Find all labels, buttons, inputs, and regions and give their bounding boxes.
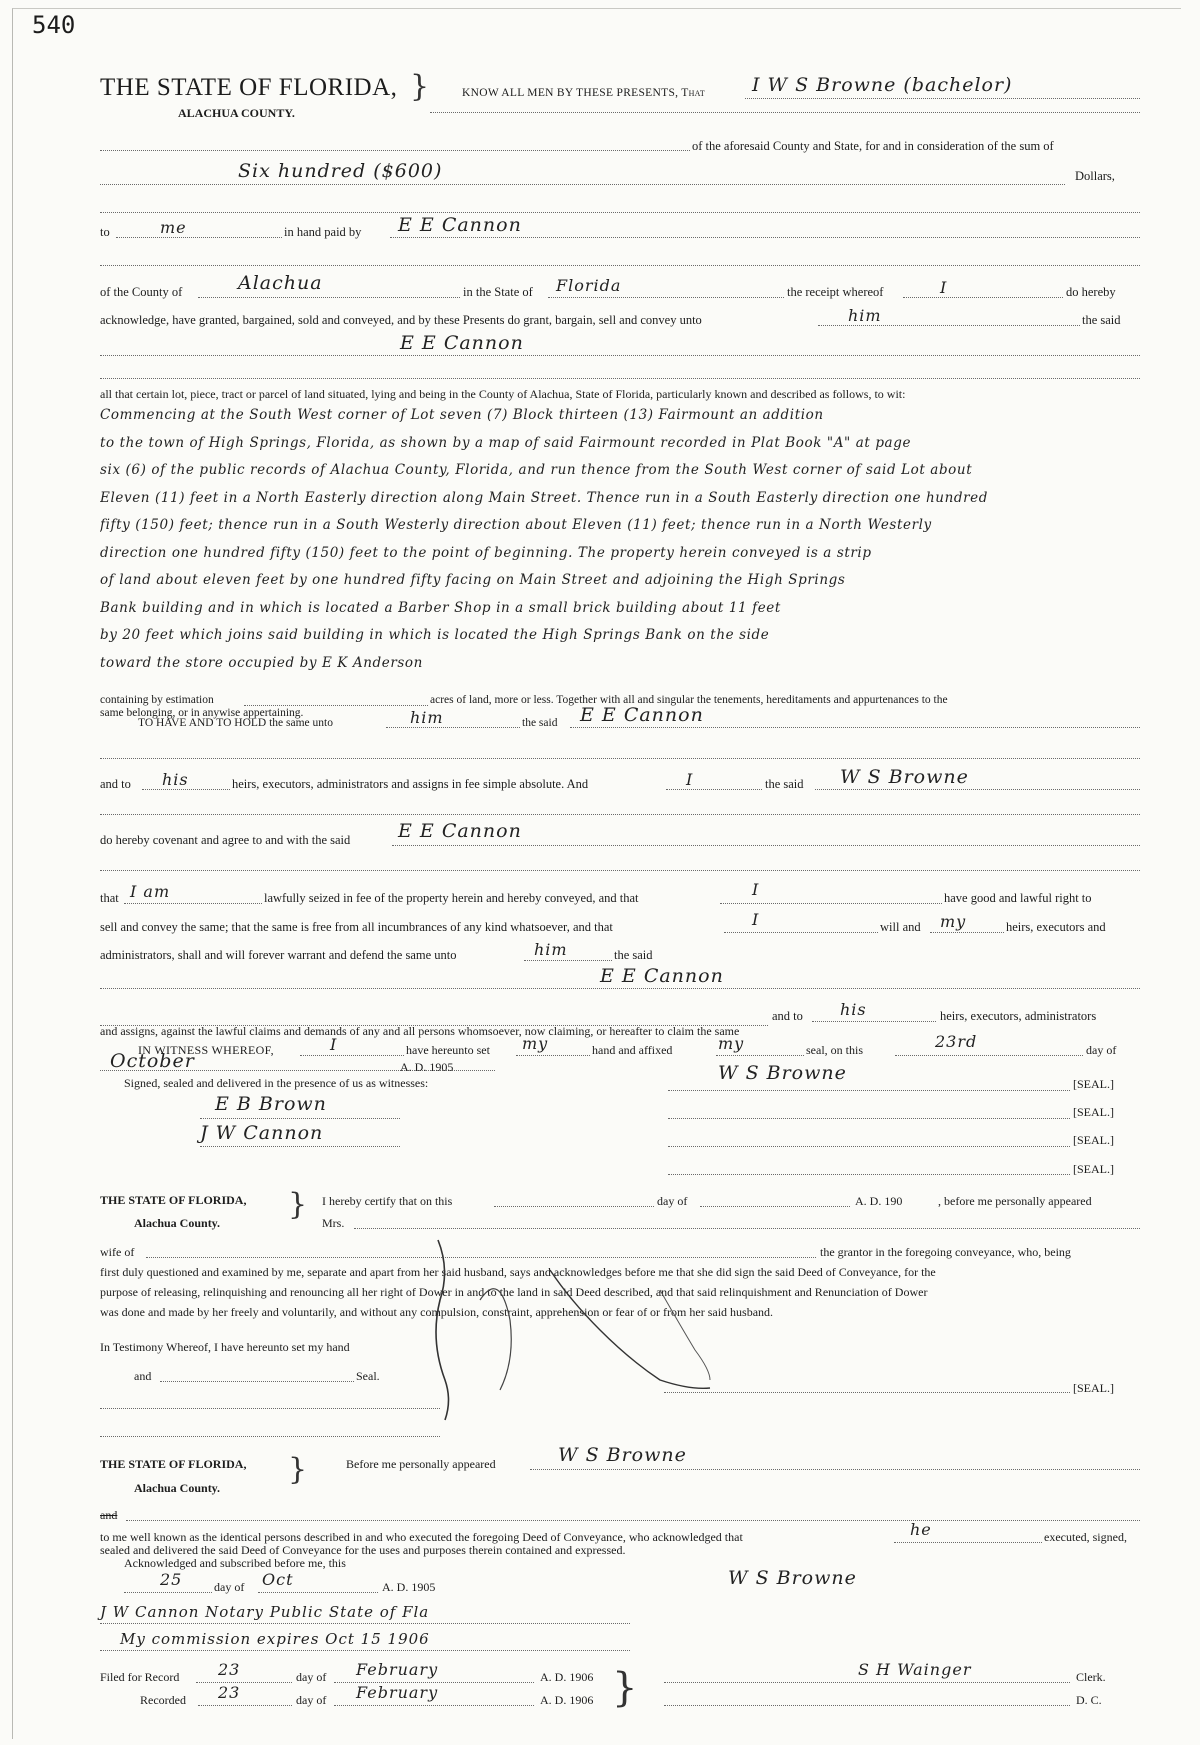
line: [895, 1055, 1083, 1056]
appeared-handwritten: W S Browne: [558, 1444, 687, 1466]
line: [100, 265, 1140, 266]
affixed-handwritten: my: [718, 1034, 745, 1053]
month-handwritten: October: [110, 1050, 195, 1072]
ack-month-handwritten: Oct: [262, 1570, 294, 1589]
line: [818, 325, 1080, 326]
line: [100, 184, 1065, 185]
description-line: Commencing at the South West corner of Lot seven (7) Block thirteen (13) Fairmount an addition: [100, 407, 824, 423]
know-all-text: KNOW ALL MEN BY THESE PRESENTS, That: [462, 87, 706, 99]
line: [716, 1055, 804, 1056]
line: [300, 1055, 404, 1056]
line: [198, 297, 460, 298]
lawfully-handwritten: I: [752, 880, 760, 899]
grantee-3-handwritten: E E Cannon: [398, 820, 522, 842]
line: [196, 1682, 292, 1683]
set-handwritten: my: [522, 1034, 549, 1053]
grantor-text: the grantor in the foregoing conveyance, who, being: [820, 1245, 1071, 1259]
sealed-text: sealed and delivered the said Deed of Conveyance for the uses and purposes therein contained and expressed.: [100, 1543, 626, 1557]
line: [116, 237, 282, 238]
hand-affixed-text: hand and affixed: [592, 1043, 673, 1057]
grantor-2-handwritten: W S Browne: [840, 766, 969, 788]
unto-handwritten: him: [848, 306, 882, 325]
in-witness-handwritten: I: [330, 1035, 338, 1054]
all-that-text: all that certain lot, piece, tract or parcel of land situated, lying and being in the County of Alachua, State of Florida, particularly known and described as follows, to wit:: [100, 387, 906, 401]
line: [100, 870, 1140, 871]
receipt-label: the receipt whereof: [787, 285, 884, 299]
day-handwritten: 23rd: [935, 1032, 978, 1051]
line: [334, 1705, 534, 1706]
recorded-day: 23: [218, 1683, 241, 1702]
well-known-text: to me well known as the identical persons described in and who executed the foregoing Deed of Conveyance, who acknowledged that: [100, 1530, 743, 1544]
county-label: of the County of: [100, 285, 183, 299]
seal-4: [SEAL.]: [1073, 1162, 1114, 1176]
state-heading: THE STATE OF FLORIDA,: [100, 74, 398, 101]
aforesaid-text: of the aforesaid County and State, for and in consideration of the sum of: [692, 139, 1054, 153]
line: [524, 960, 612, 961]
before-me-text: , before me personally appeared: [938, 1194, 1092, 1208]
subscribed-text: Acknowledged and subscribed before me, this: [124, 1556, 346, 1570]
recorded-label: Recorded: [140, 1693, 186, 1707]
line: [894, 1542, 1042, 1543]
and-handwritten: I: [686, 770, 694, 789]
have-good-text: have good and lawful right to: [944, 891, 1092, 905]
containing-text: containing by estimation: [100, 694, 214, 706]
line: [100, 814, 1140, 815]
line: [100, 1623, 630, 1624]
line: [530, 1469, 1140, 1470]
brace-3: }: [288, 1452, 308, 1487]
in-witness-text: IN WITNESS WHEREOF,: [138, 1043, 274, 1057]
line: [390, 237, 1140, 238]
dollars-text: Dollars,: [1075, 169, 1115, 183]
dower-p3: was done and made by her freely and voluntarily, and without any compulsion, constraint, apprehension or fear of or from her said husband.: [100, 1305, 774, 1319]
same-belonging-text: same belonging, or in anywise appertaining.: [100, 707, 304, 719]
witness-2-signature: J W Cannon: [200, 1122, 324, 1144]
sell-convey-text: sell and convey the same; that the same is free from all incumbrances of any kind whatsoever, and that: [100, 920, 613, 934]
receipt-handwritten: I: [940, 278, 948, 297]
line: [100, 1436, 440, 1437]
ack-county: Alachua County.: [134, 1481, 221, 1495]
to-handwritten: me: [160, 218, 187, 237]
line: [668, 1146, 1070, 1147]
dc-text: D. C.: [1076, 1693, 1102, 1707]
heirs-exec-2-text: heirs, executors, administrators: [940, 1009, 1097, 1023]
state-label: in the State of: [463, 285, 533, 299]
recorded-day-of: day of: [296, 1693, 327, 1707]
filed-ad: A. D. 1906: [540, 1670, 594, 1684]
line: [815, 789, 1140, 790]
line: [700, 1206, 850, 1207]
dower-p1: first duly questioned and examined by me, separate and apart from her said husband, says and acknowledges before me that she did sign the said Deed of Conveyance, for the: [100, 1265, 936, 1279]
notary-line-2: My commission expires Oct 15 1906: [120, 1630, 430, 1648]
seal-1: [SEAL.]: [1073, 1077, 1114, 1091]
certify-text: I hereby certify that on this: [322, 1194, 453, 1208]
dower-state: THE STATE OF FLORIDA,: [100, 1193, 247, 1207]
line: [100, 212, 1140, 213]
paid-handwritten: E E Cannon: [398, 214, 522, 236]
seal-on-text: seal, on this: [806, 1043, 863, 1057]
the-said-4: the said: [614, 948, 653, 962]
state-handwritten: Florida: [556, 276, 622, 295]
dower-scrawl: [240, 1230, 760, 1430]
line: [664, 1705, 1070, 1706]
line: [570, 727, 1140, 728]
signed-sealed-text: Signed, sealed and delivered in the presence of us as witnesses:: [124, 1076, 429, 1090]
line: [516, 1055, 590, 1056]
that-label: that: [100, 891, 119, 905]
ack-and-text: and: [100, 1508, 118, 1522]
and-to-2-text: and to: [772, 1009, 803, 1023]
description-line: of land about eleven feet by one hundred fifty facing on Main Street and adjoining the High Springs: [100, 572, 846, 588]
dower-day-of: day of: [657, 1194, 688, 1208]
grantee-4-handwritten: E E Cannon: [600, 965, 724, 987]
line: [100, 988, 1140, 989]
the-said-3: the said: [765, 777, 804, 791]
clerk-text: Clerk.: [1076, 1670, 1106, 1684]
grantee-2-handwritten: E E Cannon: [580, 704, 704, 726]
ack-ad: A. D. 1905: [382, 1580, 436, 1594]
line: [126, 1520, 1140, 1521]
notary-line-1: J W Cannon Notary Public State of Fla: [100, 1603, 430, 1621]
brace-1: }: [410, 69, 430, 104]
line: [664, 1682, 1070, 1683]
covenant-text: do hereby covenant and agree to and with the said: [100, 833, 351, 847]
ad-text: A. D. 1905: [400, 1060, 454, 1074]
will-and-text: will and: [880, 920, 921, 934]
filed-label: Filed for Record: [100, 1670, 180, 1684]
admin-handwritten: him: [534, 940, 568, 959]
line: [100, 378, 1140, 379]
line: [724, 932, 878, 933]
page-number: 540: [32, 11, 76, 39]
description-line: Bank building and in which is located a Barber Shop in a small brick building about 11 feet: [100, 599, 781, 616]
description-line: Eleven (11) feet in a North Easterly direction along Main Street. Thence run in a South Easterly direction one hundred: [100, 489, 989, 506]
to-have-text: TO HAVE AND TO HOLD the same unto: [138, 717, 333, 729]
ack-signature: W S Browne: [728, 1567, 857, 1589]
description-line: fifty (150) feet; thence run in a South Westerly direction about Eleven (11) feet; thence run in a North Westerly: [100, 517, 932, 533]
line: [386, 727, 520, 728]
line: [198, 1705, 292, 1706]
line: [666, 789, 762, 790]
legal-description: [100, 402, 1135, 677]
and-to-2-handwritten: his: [840, 1000, 867, 1019]
brace-2: }: [288, 1187, 308, 1222]
line: [668, 1174, 1070, 1175]
wife-of-text: wife of: [100, 1245, 135, 1259]
the-said-text: the said: [1082, 313, 1121, 327]
dower-seal: [SEAL.]: [1073, 1381, 1114, 1395]
filed-day-of: day of: [296, 1670, 327, 1684]
seal-3: [SEAL.]: [1073, 1133, 1114, 1147]
line: [668, 1090, 1070, 1091]
and-to-handwritten: his: [162, 770, 189, 789]
line: [430, 112, 1140, 113]
grantor-handwritten: I W S Browne (bachelor): [752, 74, 1013, 96]
line: [720, 903, 942, 904]
line: [258, 1592, 378, 1593]
mrs-text: Mrs.: [322, 1216, 345, 1230]
acknowledge-text: acknowledge, have granted, bargained, sold and conveyed, and by these Presents do grant, bargain, sell and convey unto: [100, 313, 702, 327]
filed-day: 23: [218, 1660, 241, 1679]
line: [392, 845, 1140, 846]
line: [668, 1118, 1070, 1119]
recorded-month: February: [356, 1683, 439, 1702]
that-handwritten: I am: [130, 882, 171, 901]
dower-p2: purpose of releasing, relinquishing and renouncing all her right of Dower in and to the land in said Deed described, and that said relinquishment and Renunciation of Dower: [100, 1285, 928, 1299]
will-handwritten: my: [940, 912, 967, 931]
lawfully-text: lawfully seized in fee of the property herein and hereby conveyed, and that: [264, 891, 639, 905]
heirs-exec-text: heirs, executors and: [1006, 920, 1106, 934]
line: [100, 150, 690, 151]
line: [494, 1206, 654, 1207]
line: [200, 1118, 400, 1119]
dower-and-text: and: [134, 1369, 152, 1383]
acres-text: acres of land, more or less. Together with all and singular the tenements, hereditaments and appurtenances to the: [430, 694, 948, 706]
line: [142, 789, 230, 790]
description-line: by 20 feet which joins said building in which is located the High Springs Bank on the side: [100, 627, 770, 643]
line: [903, 297, 1063, 298]
line: [124, 1592, 212, 1593]
page-border: [12, 8, 1181, 1739]
recorded-ad: A. D. 1906: [540, 1693, 594, 1707]
description-line: to the town of High Springs, Florida, as shown by a map of said Fairmount recorded in Plat Book "A" at page: [100, 434, 912, 451]
grantor-signature: W S Browne: [718, 1062, 847, 1084]
description-line: toward the store occupied by E K Anderson: [100, 654, 423, 671]
executed-text: executed, signed,: [1044, 1530, 1127, 1544]
sell-handwritten: I: [752, 910, 760, 929]
dower-seal-label: Seal.: [356, 1369, 380, 1383]
line: [548, 297, 784, 298]
description-line: direction one hundred fifty (150) feet to the point of beginning. The property herein conveyed is a strip: [100, 544, 872, 561]
line: [100, 1650, 630, 1651]
do-hereby-text: do hereby: [1066, 285, 1116, 299]
to-label: to: [100, 225, 110, 239]
line: [100, 355, 1140, 356]
line: [200, 1146, 400, 1147]
line: [812, 1021, 936, 1022]
county-handwritten: Alachua: [238, 272, 323, 294]
clerk-signature: S H Wainger: [858, 1660, 972, 1679]
grantee-handwritten: E E Cannon: [400, 332, 524, 354]
dower-ad: A. D. 190: [855, 1194, 903, 1208]
dower-county: Alachua County.: [134, 1216, 221, 1230]
brace-4: }: [612, 1665, 638, 1711]
and-to-text: and to: [100, 777, 131, 791]
day-of-text: day of: [1086, 1043, 1117, 1057]
paid-label: in hand paid by: [284, 225, 362, 239]
line: [100, 758, 1140, 759]
sum-handwritten: Six hundred ($600): [238, 160, 443, 182]
line: [930, 932, 1004, 933]
ack-day-handwritten: 25: [160, 1570, 183, 1589]
before-appeared-text: Before me personally appeared: [346, 1457, 496, 1471]
heirs-fee-text: heirs, executors, administrators and assigns in fee simple absolute. And: [232, 777, 589, 791]
ack-day-of: day of: [214, 1580, 245, 1594]
testimony-text: In Testimony Whereof, I have hereunto set my hand: [100, 1340, 350, 1354]
line: [124, 903, 262, 904]
seal-2: [SEAL.]: [1073, 1105, 1114, 1119]
filed-month: February: [356, 1660, 439, 1679]
assigns-text: and assigns, against the lawful claims and demands of any and all persons whomsoever, now claiming, or hereafter to claim the same: [100, 1024, 740, 1038]
county-heading: ALACHUA COUNTY.: [178, 106, 295, 120]
line: [354, 1228, 1140, 1229]
have-handwritten: him: [410, 708, 444, 727]
line: [745, 98, 1140, 99]
description-line: six (6) of the public records of Alachua County, Florida, and run thence from the South West corner of said Lot about: [100, 462, 973, 478]
administrators-text: administrators, shall and will forever warrant and defend the same unto: [100, 948, 457, 962]
the-said-2: the said: [522, 717, 558, 729]
well-handwritten: he: [910, 1520, 932, 1539]
have-set-text: have hereunto set: [406, 1043, 490, 1057]
ack-state: THE STATE OF FLORIDA,: [100, 1457, 247, 1471]
witness-1-signature: E B Brown: [215, 1093, 327, 1115]
